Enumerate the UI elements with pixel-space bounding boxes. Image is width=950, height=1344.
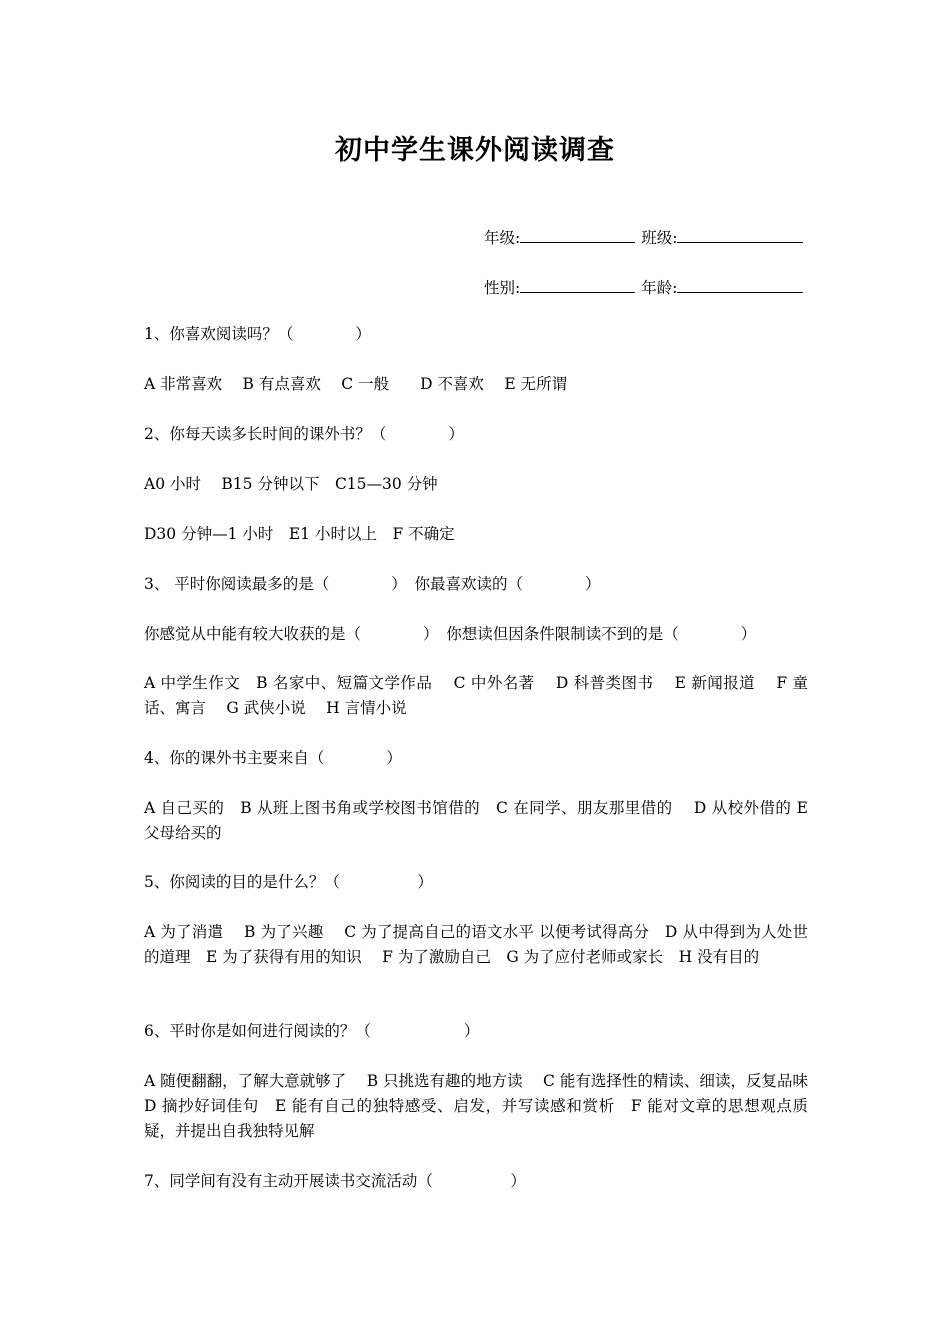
question-2-options-1: A0 小时 B15 分钟以下 C15—30 分钟 [144, 475, 438, 493]
question-7: 7、同学间有没有主动开展读书交流活动（ ） [144, 1172, 526, 1190]
question-6: 6、平时你是如何进行阅读的？（ ） [144, 1022, 480, 1040]
gender-age-row [484, 276, 803, 298]
question-3-part-a: 3、 平时你阅读最多的是（ ） 你最喜欢读的（ ） [144, 575, 601, 593]
age-blank[interactable] [677, 277, 803, 293]
class-label: 班级: [641, 229, 678, 247]
question-2-options-2: D30 分钟—1 小时 E1 小时以上 F 不确定 [144, 525, 455, 543]
class-blank[interactable] [677, 227, 803, 243]
question-3-options: A 中学生作文 B 名家中、短篇文学作品 C 中外名著 D 科普类图书 E 新闻报道 F 童话、寓言 G 武侠小说 H 言情小说 [144, 674, 808, 717]
gender-blank[interactable] [520, 277, 635, 293]
grade-blank[interactable] [520, 227, 635, 243]
question-1-options: A 非常喜欢 B 有点喜欢 C 一般 D 不喜欢 E 无所谓 [144, 375, 568, 393]
grade-class-row [484, 226, 803, 248]
question-1: 1、你喜欢阅读吗？（ ） [144, 325, 371, 343]
age-label: 年龄: [641, 279, 678, 297]
gender-label: 性别: [484, 279, 521, 297]
page-title: 初中学生课外阅读调查 [335, 135, 615, 166]
question-4-options: A 自己买的 B 从班上图书角或学校图书馆借的 C 在同学、朋友那里借的 D 从校外借的 E 父母给买的 [144, 799, 808, 842]
question-3-part-b: 你感觉从中能有较大收获的是（ ） 你想读但因条件限制读不到的是（ ） [144, 625, 757, 643]
question-5-options: A 为了消遣 B 为了兴趣 C 为了提高自己的语文水平 以便考试得高分 D 从中得到为人处世的道理 E 为了获得有用的知识 F 为了激励自己 G 为了应付老师或家长 H 没有目的 [144, 923, 808, 966]
grade-label: 年级: [484, 229, 521, 247]
question-6-options: A 随便翻翻，了解大意就够了 B 只挑选有趣的地方读 C 能有选择性的精读、细读，反复品味 D 摘抄好词佳句 E 能有自己的独特感受、启发，并写读感和赏析 F 能对文章的思想观点质疑，并提出自我独特见解 [144, 1072, 829, 1140]
question-4: 4、你的课外书主要来自（ ） [144, 749, 402, 767]
question-2: 2、你每天读多长时间的课外书？（ ） [144, 425, 464, 443]
question-5: 5、你阅读的目的是什么？（ ） [144, 873, 433, 891]
